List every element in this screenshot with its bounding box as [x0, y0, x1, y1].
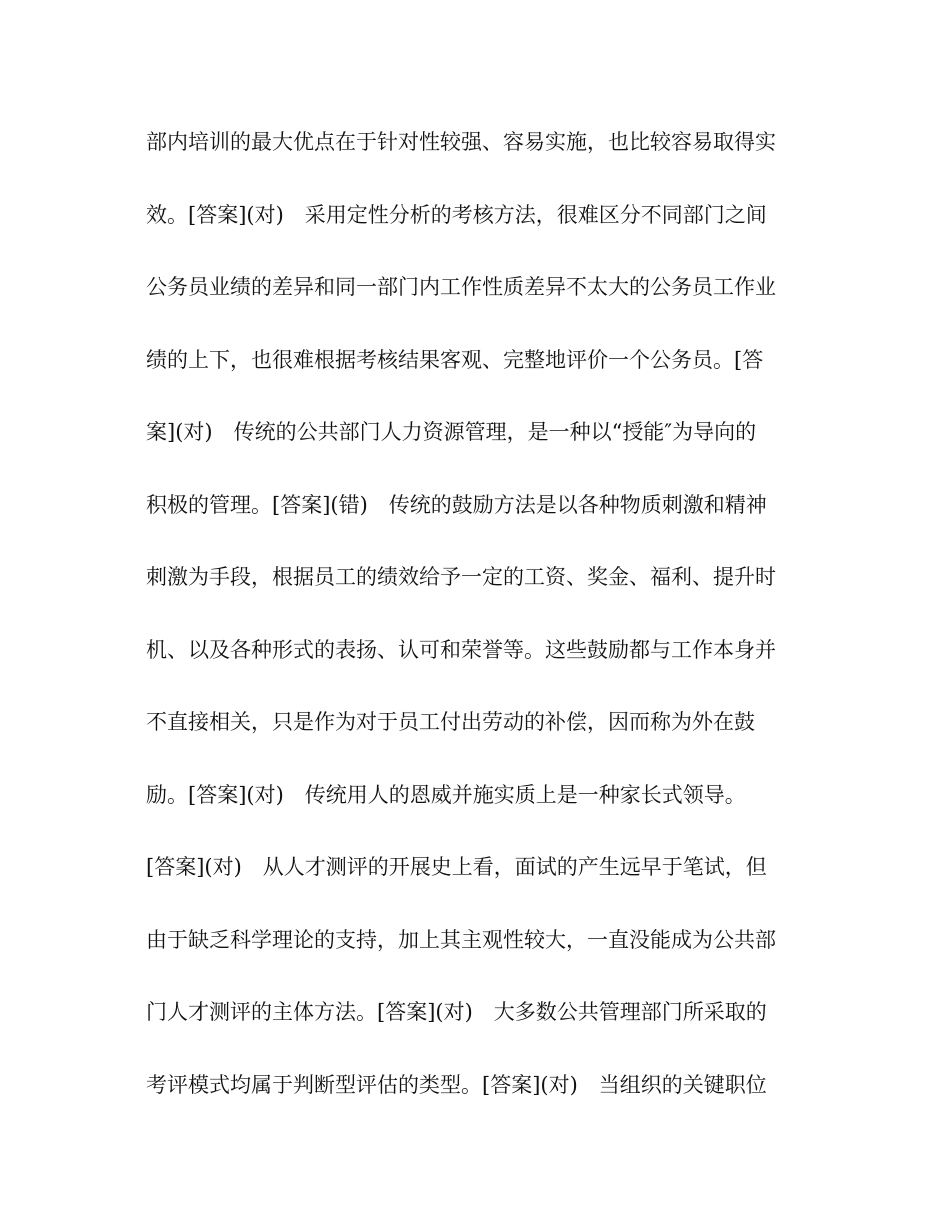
text-line-10: 励。[答案](对) 传统用人的恩威并施实质上是一种家长式领导。: [146, 783, 746, 807]
text-line-3: 公务员业绩的差异和同一部门内工作性质差异不太大的公务员工作业: [146, 275, 776, 299]
text-line-11: [答案](对) 从人才测评的开展史上看，面试的产生远早于笔试，但: [146, 855, 767, 879]
text-line-12: 由于缺乏科学理论的支持，加上其主观性较大，一直没能成为公共部: [146, 928, 776, 952]
text-line-5: 案](对) 传统的公共部门人力资源管理，是一种以“授能″为导向的: [146, 420, 757, 444]
text-line-14: 考评模式均属于判断型评估的类型。[答案](对) 当组织的关键职位: [146, 1073, 767, 1097]
text-line-6: 积极的管理。[答案](错) 传统的鼓励方法是以各种物质刺激和精神: [146, 493, 767, 517]
text-line-9: 不直接相关，只是作为对于员工付出劳动的补偿，因而称为外在鼓: [146, 710, 755, 734]
text-line-8: 机、以及各种形式的表扬、认可和荣誉等。这些鼓励都与工作本身并: [146, 638, 776, 662]
text-line-1: 部内培训的最大优点在于针对性较强、容易实施，也比较容易取得实: [146, 130, 776, 154]
text-line-7: 刺激为手段，根据员工的绩效给予一定的工资、奖金、福利、提升时: [146, 565, 776, 589]
text-line-2: 效。[答案](对) 采用定性分析的考核方法，很难区分不同部门之间: [146, 203, 767, 227]
text-line-13: 门人才测评的主体方法。[答案](对) 大多数公共管理部门所采取的: [146, 1000, 767, 1024]
text-line-4: 绩的上下，也很难根据考核结果客观、完整地评价一个公务员。[答: [146, 348, 764, 372]
